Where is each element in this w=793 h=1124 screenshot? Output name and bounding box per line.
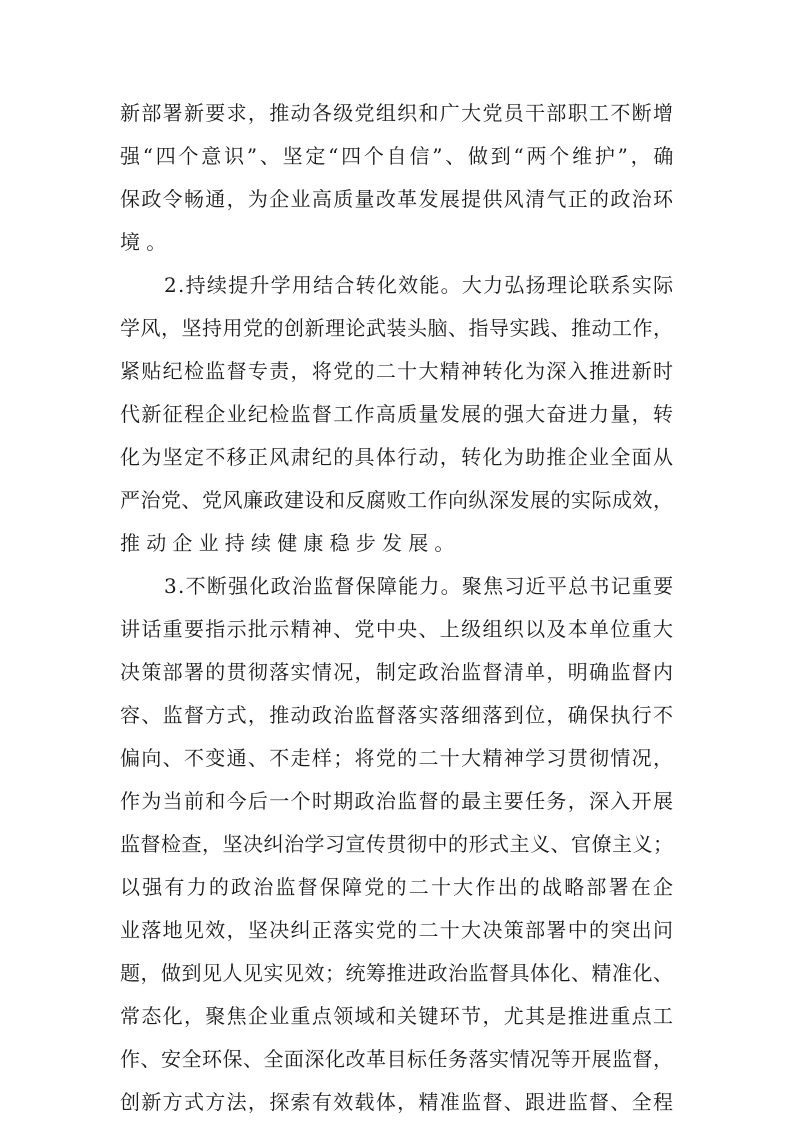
text-line: 推动企业持续健康稳步发展。 xyxy=(120,531,461,555)
text-line: 严治党、党风廉政建设和反腐败工作向纵深发展的实际成效， xyxy=(120,488,674,512)
paragraph-item-2 xyxy=(120,264,673,565)
text-line: 作为当前和今后一个时期政治监督的最主要任务，深入开展 xyxy=(120,789,675,813)
text-line: 决策部署的贯彻落实情况，制定政治监督清单，明确监督内 xyxy=(120,660,675,684)
text-line: 题，做到见人见实见效；统筹推进政治监督具体化、精准化、 xyxy=(120,961,674,985)
text-line: 紧贴纪检监督专责，将党的二十大精神转化为深入推进新时 xyxy=(120,359,675,383)
text-line: 境。 xyxy=(120,230,173,254)
text-line-heading: 3.不断强化政治监督保障能力。聚焦习近平总书记重要 xyxy=(164,574,675,598)
text-line: 保政令畅通，为企业高质量改革发展提供风清气正的政治环 xyxy=(120,187,675,211)
text-line: 偏向、不变通、不走样；将党的二十大精神学习贯彻情况， xyxy=(120,746,675,770)
text-line: 讲话重要指示批示精神、党中央、上级组织以及本单位重大 xyxy=(120,617,675,641)
text-line: 学风，坚持用党的创新理论武装头脑、指导实践、推动工作， xyxy=(120,316,674,340)
paragraph-item-3 xyxy=(120,565,676,1124)
text-line: 业落地见效，坚决纠正落实党的二十大决策部署中的突出问 xyxy=(120,918,675,942)
text-line: 强“四个意识”、坚定“四个自信”、做到“两个维护”，确 xyxy=(120,144,677,168)
text-line: 创新方式方法，探索有效载体，精准监督、跟进监督、全程 xyxy=(120,1090,675,1114)
text-line: 作、安全环保、全面深化改革目标任务落实情况等开展监督， xyxy=(120,1047,674,1071)
text-line: 监督检查，坚决纠治学习宣传贯彻中的形式主义、官僚主义； xyxy=(120,832,674,856)
paragraph-continuation xyxy=(120,92,677,264)
text-line: 容、监督方式，推动政治监督落实落细落到位，确保执行不 xyxy=(120,703,675,727)
text-line: 以强有力的政治监督保障党的二十大作出的战略部署在企 xyxy=(120,875,676,899)
text-line: 代新征程企业纪检监督工作高质量发展的强大奋进力量，转 xyxy=(120,402,675,426)
document-body xyxy=(120,92,677,1124)
text-line: 化为坚定不移正风肃纪的具体行动，转化为助推企业全面从 xyxy=(120,445,675,469)
text-line: 常态化，聚焦企业重点领域和关键环节，尤其是推进重点工 xyxy=(120,1004,675,1028)
text-line: 新部署新要求，推动各级党组织和广大党员干部职工不断增 xyxy=(120,101,675,125)
text-line-heading: 2.持续提升学用结合转化效能。大力弘扬理论联系实际 xyxy=(164,273,675,297)
